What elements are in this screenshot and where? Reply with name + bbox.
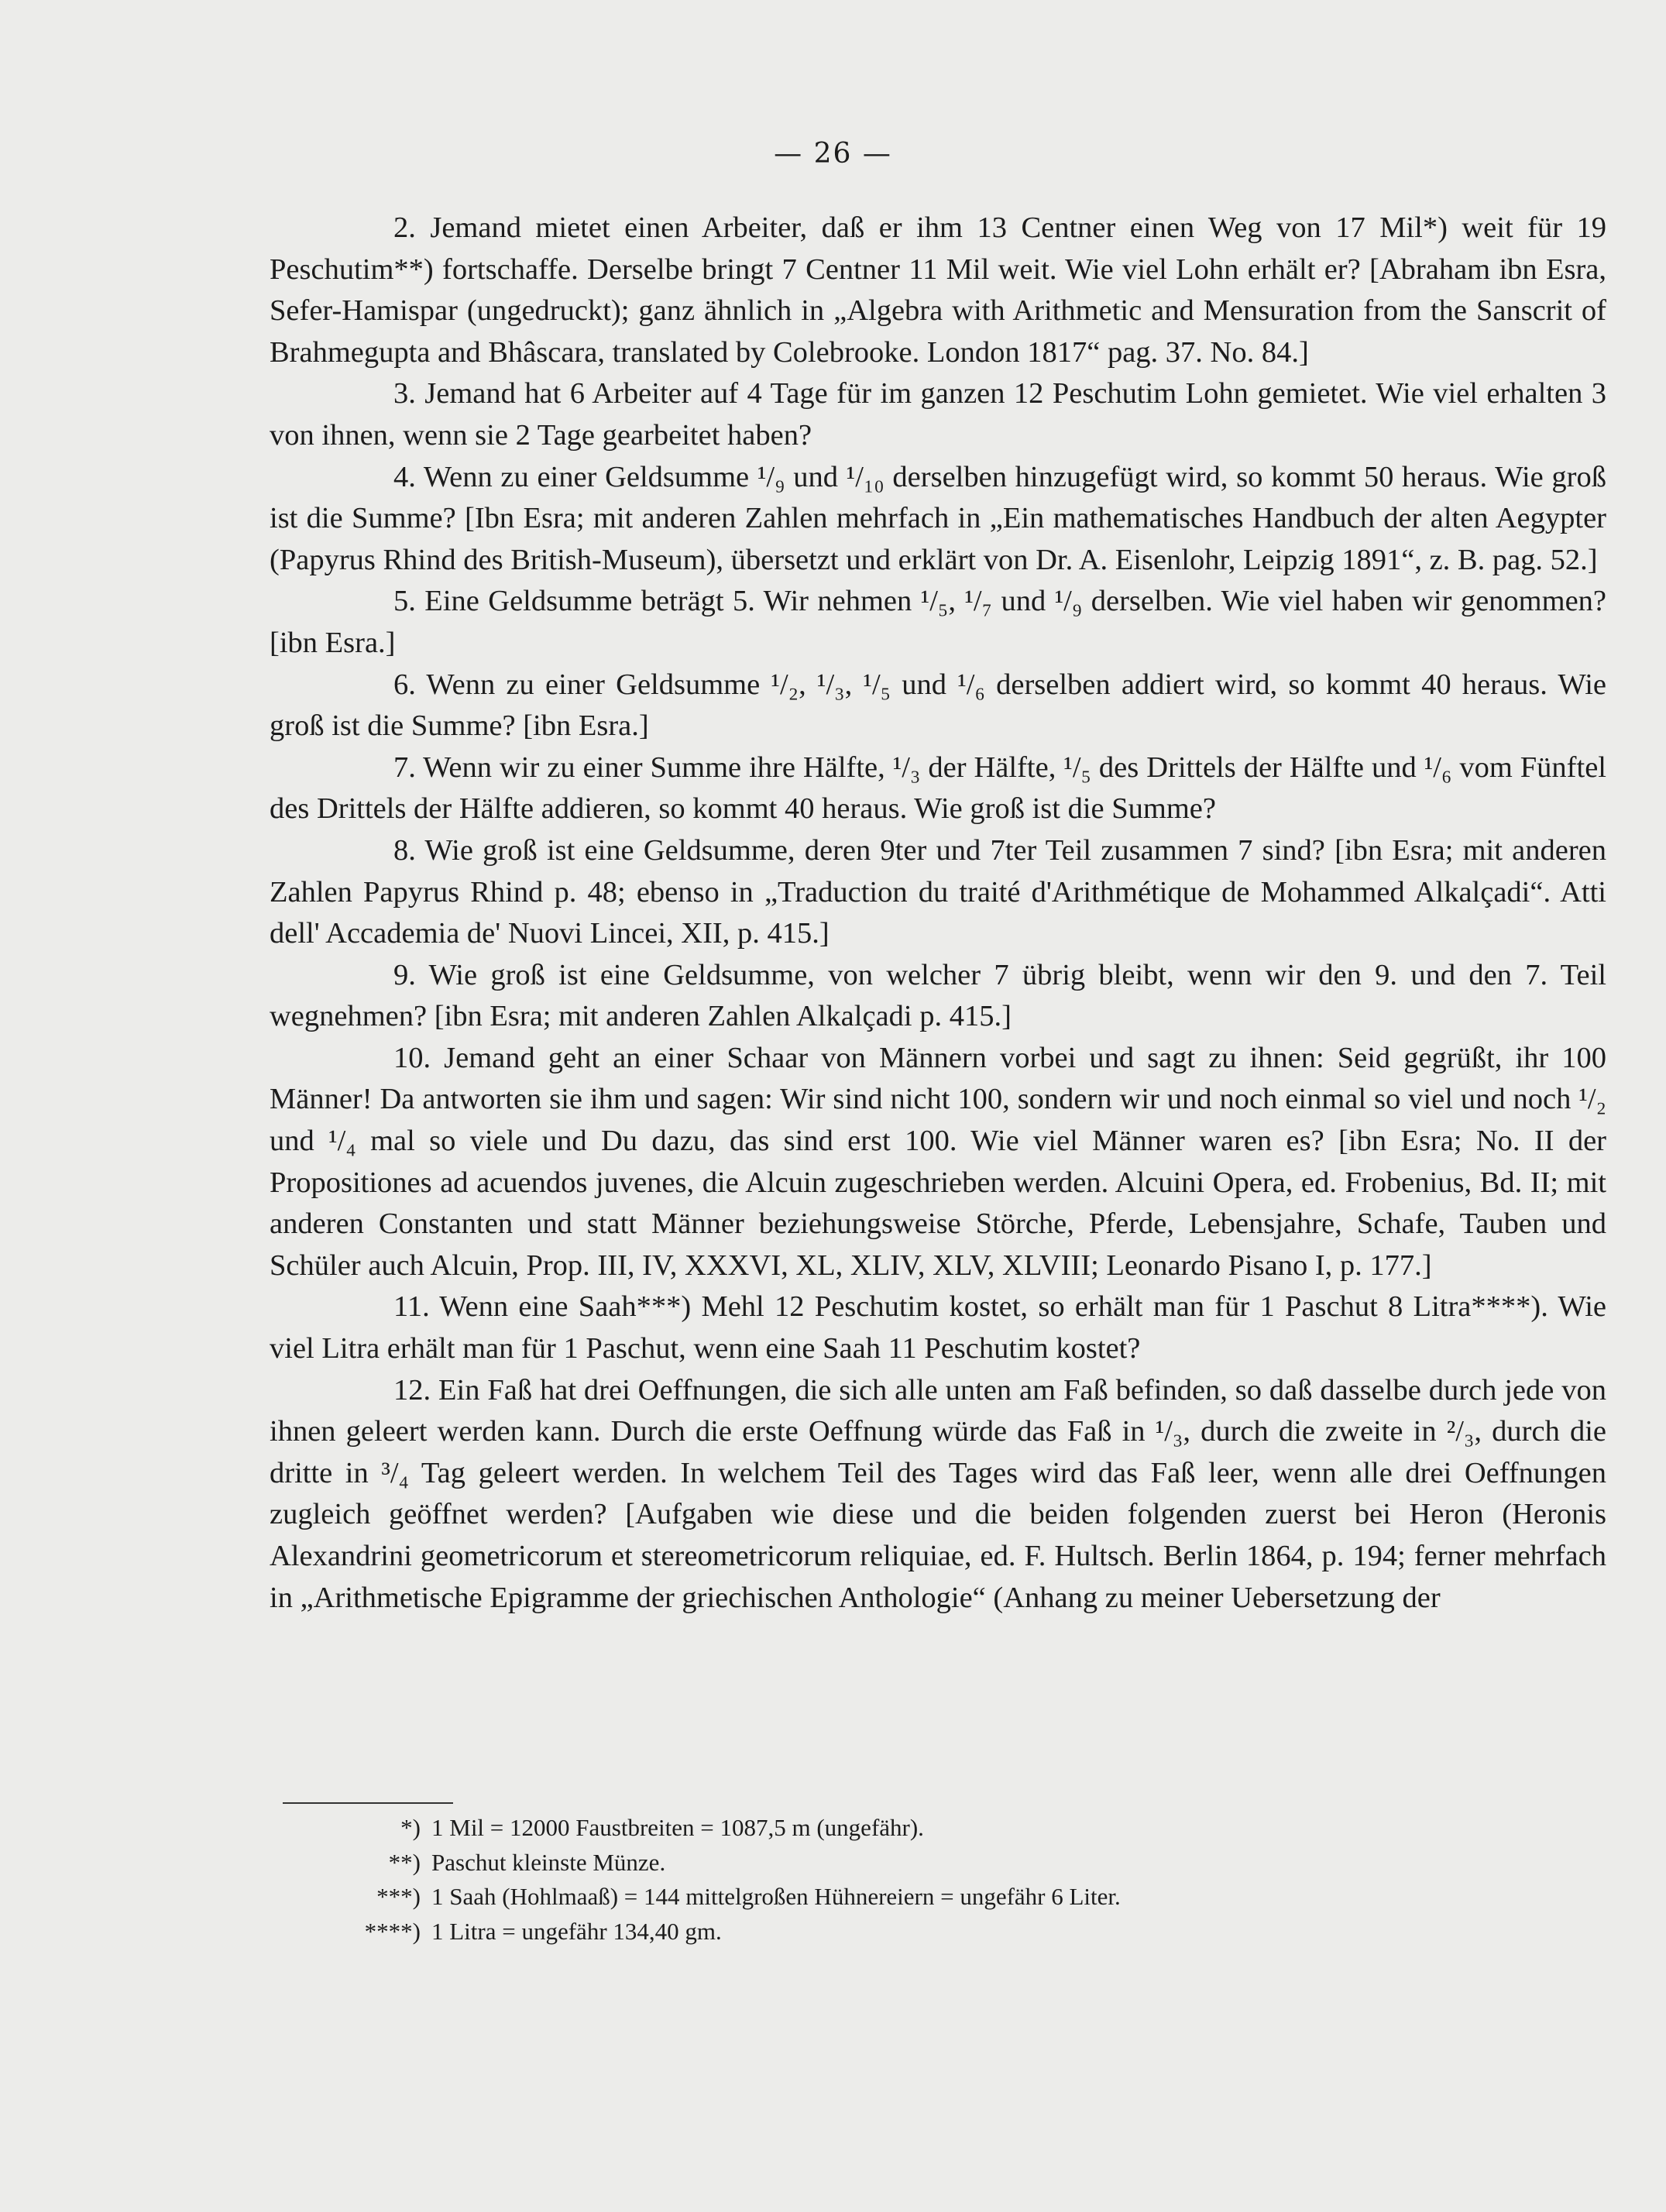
paragraph-8: 8. Wie groß ist eine Geldsumme, deren 9ter und 7ter Teil zusammen 7 sind? [ibn Esra; mit anderen Zahlen Papyrus Rhind p. 48; ebenso in „Traduction du traité d'Arithmétique de Mohammed Alkalçadi“. Atti dell' Accademia de' Nuovi Lincei, XII, p. 415.]: [270, 833, 1606, 950]
footnote-mark: ****): [364, 1917, 421, 1945]
footnote-divider: [283, 1802, 453, 1804]
paragraph-12: 12. Ein Faß hat drei Oeffnungen, die sich alle unten am Faß befinden, so daß dasselbe durch jede von ihnen geleert werden kann. Durch die erste Oeffnung würde das Faß in ¹/₃, durch die zweite in ²/₃, durch die dritte in ³/₄ Tag geleert werden. In welchem Teil des Tages wird das Faß leer, wenn alle drei Oeffnungen zugleich geöffnet werden? [Aufgaben wie diese und die beiden folgenden zuerst bei Heron (Heronis Alexandrini geometricorum et stereometricorum reliquiae, ed. F. Hultsch. Berlin 1864, p. 194; ferner mehrfach in „Arithmetische Epigramme der griechischen Anthologie“ (Anhang zu meiner Uebersetzung der: [270, 1373, 1606, 1614]
paragraph-6: 6. Wenn zu einer Geldsumme ¹/₂, ¹/₃, ¹/₅ und ¹/₆ derselben addiert wird, so kommt 40 heraus. Wie groß ist die Summe? [ibn Esra.]: [270, 668, 1606, 743]
page-number: — 26 —: [774, 138, 892, 170]
paragraph-3: 3. Jemand hat 6 Arbeiter auf 4 Tage für im ganzen 12 Peschutim Lohn gemietet. Wie viel erhalten 3 von ihnen, wenn sie 2 Tage gearbeitet haben?: [270, 377, 1606, 452]
paragraph-7: 7. Wenn wir zu einer Summe ihre Hälfte, ¹/₃ der Hälfte, ¹/₅ des Drittels der Hälfte und ¹/₆ vom Fünftel des Drittels der Hälfte addieren, so kommt 40 heraus. Wie groß ist die Summe?: [270, 750, 1606, 826]
footnote-text: 1 Mil = 12000 Faustbreiten = 1087,5 m (ungefähr).: [431, 1814, 924, 1841]
footnote-text: 1 Litra = ungefähr 134,40 gm.: [431, 1917, 722, 1945]
paragraph-4: 4. Wenn zu einer Geldsumme ¹/₉ und ¹/₁₀ derselben hinzugefügt wird, so kommt 50 heraus. Wie groß ist die Summe? [Ibn Esra; mit anderen Zahlen mehrfach in „Ein mathematisches Handbuch der alten Aegypter (Papyrus Rhind des British-Museum), übersetzt und erklärt von Dr. A. Eisenlohr, Leipzig 1891“, z. B. pag. 52.]: [270, 460, 1606, 576]
footnote-mark: *): [400, 1814, 421, 1841]
paragraph-10: 10. Jemand geht an einer Schaar von Männern vorbei und sagt zu ihnen: Seid gegrüßt, ihr 100 Männer! Da antworten sie ihm und sagen: Wir sind nicht 100, sondern wir und noch einmal so viel und noch ¹/₂ und ¹/₄ mal so viele und Du dazu, das sind erst 100. Wie viel Männer waren es? [ibn Esra; No. II der Propositiones ad acuendos juvenes, die Alcuin zugeschrieben werden. Alcuini Opera, ed. Frobenius, Bd. II; mit anderen Constanten und statt Männer beziehungsweise Störche, Pferde, Lebensjahre, Schafe, Tauben und Schüler auch Alcuin, Prop. III, IV, XXXVI, XL, XLIV, XLV, XLVIII; Leonardo Pisano I, p. 177.]: [270, 1041, 1606, 1282]
footnote-text: Paschut kleinste Münze.: [431, 1848, 666, 1876]
footnote: [283, 1846, 1367, 1881]
paragraph-9: 9. Wie groß ist eine Geldsumme, von welcher 7 übrig bleibt, wenn wir den 9. und den 7. Teil wegnehmen? [ibn Esra; mit anderen Zahlen Alkalçadi p. 415.]: [270, 958, 1606, 1033]
footnote: [283, 1880, 1367, 1915]
paragraph-11: 11. Wenn eine Saah***) Mehl 12 Peschutim kostet, so erhält man für 1 Paschut 8 Litra****). Wie viel Litra erhält man für 1 Paschut, wenn eine Saah 11 Peschutim kostet?: [270, 1290, 1606, 1365]
footnote: [283, 1915, 1367, 1949]
footnote-mark: ***): [376, 1883, 421, 1910]
footnotes: [283, 1811, 1367, 1949]
paragraph-5: 5. Eine Geldsumme beträgt 5. Wir nehmen ¹/₅, ¹/₇ und ¹/₉ derselben. Wie viel haben wir genommen? [ibn Esra.]: [270, 585, 1606, 659]
footnote-text: 1 Saah (Hohlmaaß) = 144 mittelgroßen Hühnereiern = ungefähr 6 Liter.: [431, 1883, 1121, 1910]
paragraph-2: 2. Jemand mietet einen Arbeiter, daß er ihm 13 Centner einen Weg von 17 Mil*) weit für 19 Peschutim**) fortschaffe. Derselbe bringt 7 Centner 11 Mil weit. Wie viel Lohn erhält er? [Abraham ibn Esra, Sefer-Hamispar (ungedruckt); ganz ähnlich in „Algebra with Arithmetic and Mensuration from the Sanscrit of Brahmegupta and Bhâscara, translated by Colebrooke. London 1817“ pag. 37. No. 84.]: [270, 211, 1606, 369]
footnote: [283, 1811, 1367, 1846]
footnote-mark: **): [388, 1848, 421, 1876]
body-text: [270, 208, 1606, 1619]
